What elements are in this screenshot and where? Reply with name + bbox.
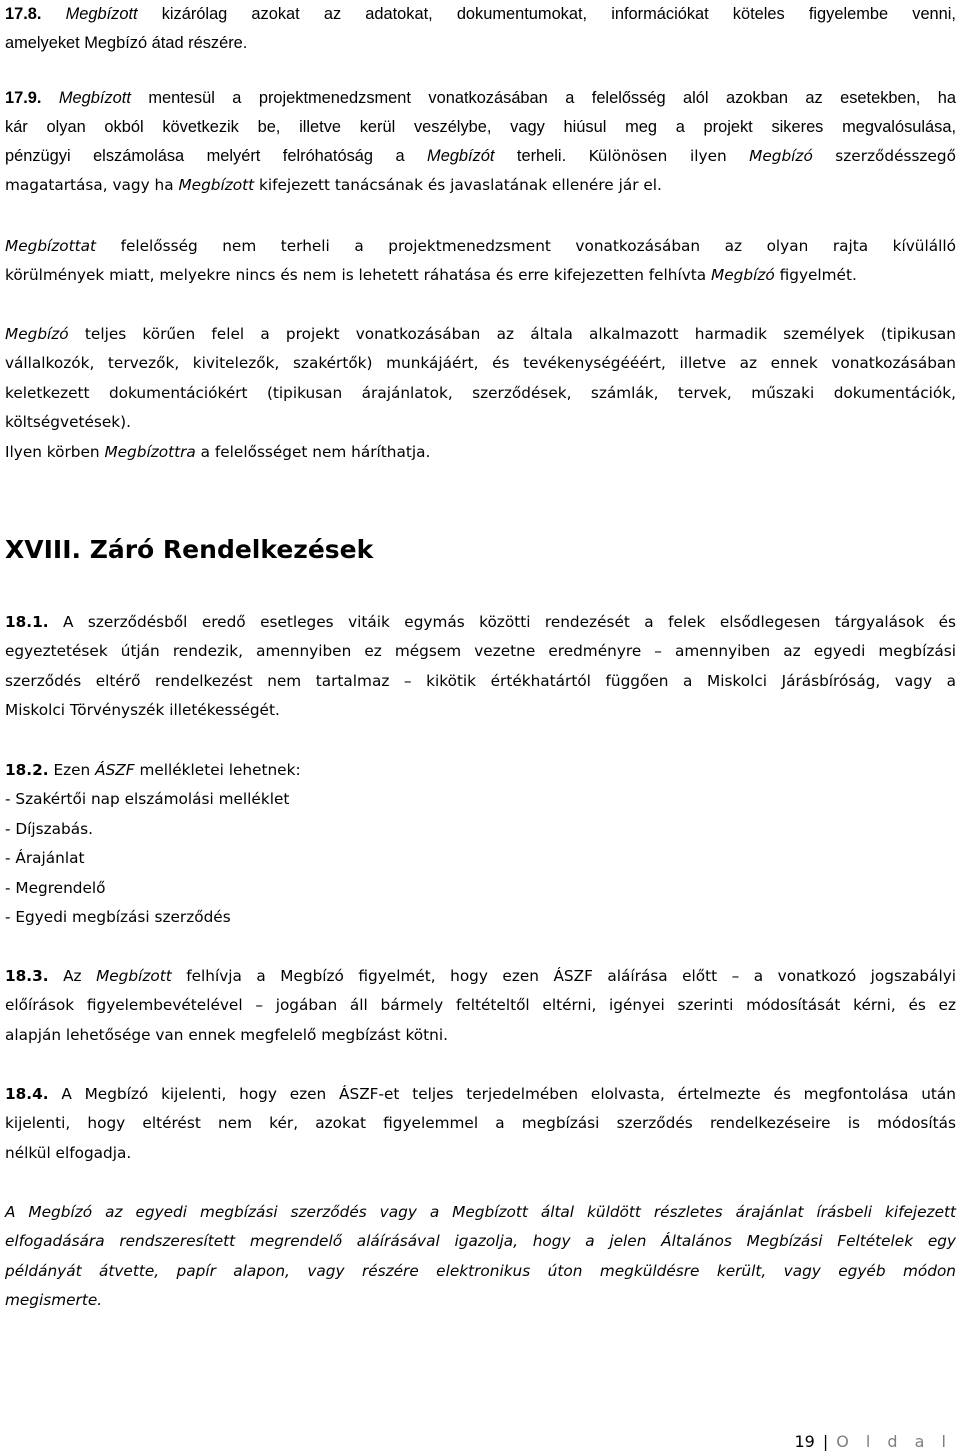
text-fragment: szerződésszegő <box>835 147 956 165</box>
text-line <box>5 0 956 29</box>
text-fragment: Különösen ilyen <box>588 147 727 165</box>
text-line: vállalkozók, tervezők, kivitelezők, szakértők) munkájáért, és tevékenységééért, illetve az ennek vonatkozásában <box>5 354 956 373</box>
text-line: egyeztetések útján rendezik, amennyiben ez mégsem vezetne eredményre – amennyiben az egyedi megbízási <box>5 642 956 661</box>
paragraph-18-2 <box>5 756 956 932</box>
text-line: alapján lehetősége van ennek megfelelő megbízást kötni. <box>5 1025 448 1044</box>
italic-term: Megbízott <box>178 176 255 194</box>
text-line: költségvetések). <box>5 413 131 432</box>
text-fragment: A szerződésből eredő esetleges vitáik egymás közötti rendezését a felek elsődlegesen tárgyalások és <box>63 613 956 631</box>
text-fragment: kizárólag azokat az adatokat, dokumentumokat, információkat köteles figyelembe venni, <box>161 5 956 23</box>
text-line: amelyeket Megbízó átad részére. <box>5 34 248 52</box>
page-label: O l d a l <box>836 1432 952 1451</box>
paragraph-megbizottat <box>5 232 956 291</box>
italic-term: Megbízottat <box>5 237 97 255</box>
italic-term: Megbízó <box>711 266 775 285</box>
paragraph-18-3 <box>5 962 956 1050</box>
list-item: - Egyedi megbízási szerződés <box>5 908 231 927</box>
text-fragment: Ilyen körben <box>5 442 100 461</box>
text-fragment: terheli. <box>516 147 567 165</box>
paragraph-18-4 <box>5 1080 956 1168</box>
section-number: 17.9. <box>5 89 42 107</box>
italic-term: Megbízott <box>65 5 138 23</box>
list-item: - Szakértői nap elszámolási melléklet <box>5 790 290 809</box>
text-fragment: kifejezett tanácsának és javaslatának ellenére jár el. <box>259 176 662 194</box>
list-item: - Megrendelő <box>5 878 106 897</box>
text-line <box>5 261 956 290</box>
italic-term: Megbízott <box>96 967 172 985</box>
text-fragment: A Megbízó kijelenti, hogy ezen ÁSZF-et teljes terjedelmében elolvasta, értelmezte és megfontolása után <box>61 1085 956 1103</box>
section-number: 18.2. <box>5 761 49 779</box>
text-fragment: felelősség nem terheli a projektmenedzsment vonatkozásában az olyan rajta kívülálló <box>120 237 956 255</box>
paragraph-acceptance <box>5 1198 956 1316</box>
text-line: keletkezett dokumentációkért (tipikusan árajánlatok, szerződések, számlák, tervek, műszaki dokumentációk, <box>5 383 956 402</box>
text-fragment: mellékletei lehetnek: <box>139 761 301 779</box>
text-fragment: Az <box>63 967 82 985</box>
text-line <box>5 962 956 991</box>
text-line: szerződés eltérő rendelkezést nem tartalmaz – kikötik értékhatártól függően a Miskolci Járásbíróság, vagy a <box>5 671 956 690</box>
page-number: 19 <box>794 1432 815 1451</box>
italic-term: ÁSZF <box>95 761 135 779</box>
italic-term: Megbízottra <box>104 442 196 461</box>
text-line: nélkül elfogadja. <box>5 1143 132 1162</box>
text-line <box>5 232 956 261</box>
italic-term: Megbízó <box>749 147 813 165</box>
section-number: 18.3. <box>5 967 49 985</box>
text-fragment: Ezen <box>53 761 91 779</box>
text-line: kár olyan okból következik be, illetve kerül veszélybe, vagy hiúsul meg a projekt sikeres megvalósulása, <box>5 118 956 136</box>
text-line: elfogadására rendszeresített megrendelő aláírásával igazolja, hogy a jelen Általános Megbízási Feltételek egy <box>5 1232 956 1251</box>
list-item: - Árajánlat <box>5 849 85 868</box>
list-item: - Díjszabás. <box>5 819 93 838</box>
text-line <box>5 438 956 467</box>
section-number: 18.4. <box>5 1085 49 1103</box>
text-fragment: pénzügyi elszámolása melyért felróhatóság a <box>5 147 405 165</box>
section-heading: XVIII. Záró Rendelkezések <box>5 535 374 564</box>
text-line: megismerte. <box>5 1291 103 1310</box>
text-fragment: körülmények miatt, melyekre nincs és nem is lehetett ráhatása és erre kifejezetten felhívta <box>5 266 707 285</box>
section-number: 17.8. <box>5 5 42 23</box>
text-line: A Megbízó az egyedi megbízási szerződés vagy a Megbízott által küldött részletes árajánlat írásbeli kifejezett <box>5 1203 956 1221</box>
text-line <box>5 320 956 349</box>
page-footer <box>794 1430 952 1454</box>
text-line: előírások figyelembevételével – jogában áll bármely feltételtől eltérni, igényei szerinti módosítását kérni, és ez <box>5 996 956 1015</box>
text-line <box>5 1080 956 1109</box>
text-fragment: teljes körűen felel a projekt vonatkozásában az általa alkalmazott harmadik személyek (tipikusan <box>84 325 956 343</box>
italic-term: Megbízót <box>427 147 495 165</box>
text-fragment: magatartása, vagy ha <box>5 176 174 194</box>
paragraph-17-9 <box>5 84 956 200</box>
paragraph-megbizo <box>5 320 956 467</box>
text-line <box>5 142 956 171</box>
paragraph-18-1 <box>5 608 956 726</box>
footer-separator: | <box>822 1432 829 1451</box>
section-number: 18.1. <box>5 613 49 631</box>
text-line: példányát átvette, papír alapon, vagy részére elektronikus úton megküldésre került, vagy egyéb módon <box>5 1261 956 1280</box>
text-line <box>5 84 956 113</box>
text-fragment: mentesül a projektmenedzsment vonatkozásában a felelősség alól azokban az esetekben, ha <box>148 89 956 107</box>
text-line: Miskolci Törvényszék illetékességét. <box>5 701 280 720</box>
italic-term: Megbízott <box>58 89 131 107</box>
text-line <box>5 608 956 637</box>
text-line <box>5 171 956 200</box>
text-line <box>5 756 956 785</box>
text-line: kijelenti, hogy eltérést nem kér, azokat figyelemmel a megbízási szerződés rendelkezéseire is módosítás <box>5 1114 956 1133</box>
paragraph-17-8 <box>5 0 956 58</box>
text-fragment: a felelősséget nem háríthatja. <box>200 442 431 461</box>
text-fragment: figyelmét. <box>779 266 857 285</box>
italic-term: Megbízó <box>5 325 69 343</box>
text-fragment: felhívja a Megbízó figyelmét, hogy ezen ÁSZF aláírása előtt – a vonatkozó jogszabályi <box>186 967 956 985</box>
